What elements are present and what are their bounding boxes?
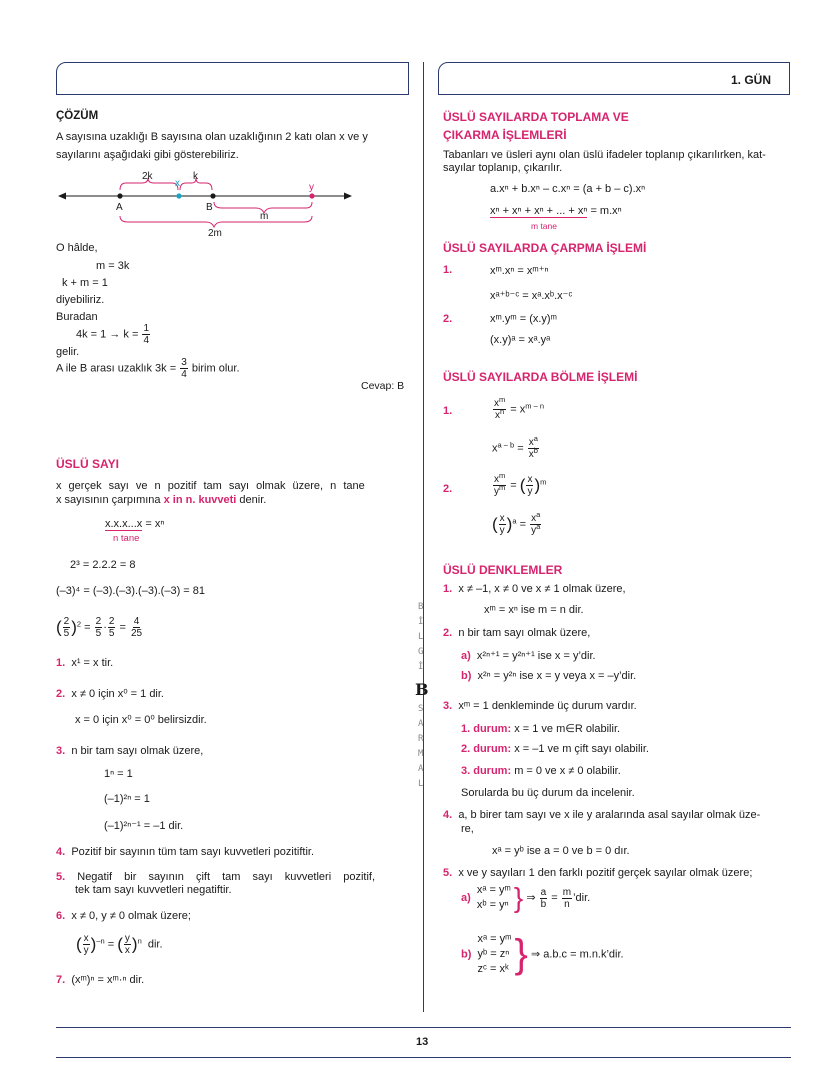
svg-text:x: x xyxy=(175,178,180,189)
denk-2a: a) x²ⁿ⁺¹ = y²ⁿ⁺¹ ise x = y’dir. xyxy=(461,650,596,662)
footer-rule-top xyxy=(56,1027,791,1028)
toplama-text-2: sayılar toplanıp, çıkarılır. xyxy=(443,162,563,174)
section-toplama-l1: ÜSLÜ SAYILARDA TOPLAMA VE xyxy=(443,110,629,124)
solution-final: A ile B arası uzaklık 3k = $\frac{3}{4}$ birim olur. xyxy=(56,357,240,380)
denk-5: 5. x ve y sayıları 1 den farklı pozitif gerçek sayılar olmak üzere; xyxy=(443,867,753,879)
rule-5b: tek tam sayı kuvvetleri negatiftir. xyxy=(75,884,232,896)
rule-2b: x = 0 için x⁰ = 0⁰ belirsizdir. xyxy=(75,714,207,726)
denk-3-d2: 2. durum: x = –1 ve m çift sayı olabilir. xyxy=(461,743,649,755)
denk-4b: re, xyxy=(461,823,474,835)
solution-diyebiliriz: diyebiliriz. xyxy=(56,294,105,306)
bolme-rule-1b: $x^{a - b}$ = $\frac{x^a}{x^b}$ xyxy=(492,434,538,460)
denk-3-end: Sorularda bu üç durum da incelenir. xyxy=(461,787,635,799)
rule-4: 4. Pozitif bir sayının tüm tam sayı kuvvetleri pozitiftir. xyxy=(56,846,315,858)
solution-eq-m: m = 3k xyxy=(96,260,130,272)
uslu-product: x.x.x...x = xⁿ xyxy=(105,518,165,530)
rule-6: 6. x ≠ 0, y ≠ 0 olmak üzere; xyxy=(56,910,191,922)
carpma-rule-1b: xᵃ⁺ᵇ⁻ᶜ = xᵃ.xᵇ.x⁻ᶜ xyxy=(490,290,573,302)
example-2: (–3)⁴ = (–3).(–3).(–3).(–3) = 81 xyxy=(56,585,206,597)
svg-text:2k: 2k xyxy=(142,171,153,182)
sidebar-brand-top: B İ L G İ xyxy=(418,602,424,672)
uslu-def-1: x gerçek sayı ve n pozitif tam sayı olmak üzere, n tane xyxy=(56,480,365,492)
carpma-rule-2b: (x.y)ᵃ = xᵃ.yᵃ xyxy=(490,334,551,346)
denk-5a: a) xᵃ = yᵐ xᵇ = yⁿ } ⇒ $\frac{a}{b}$ = $\frac{m}{n}$ ’dir. xyxy=(461,882,591,913)
toplama-eq-2: xⁿ + xⁿ + xⁿ + ... + xⁿ = m.xⁿ xyxy=(490,205,622,217)
solution-buradan: Buradan xyxy=(56,311,98,323)
rule-7: 7. (xᵐ)ⁿ = xᵐ·ⁿ dir. xyxy=(56,974,145,986)
carpma-num-1: 1. xyxy=(443,264,453,276)
denk-3-d1: 1. durum: x = 1 ve m∈R olabilir. xyxy=(461,723,621,735)
svg-text:m: m xyxy=(260,211,269,222)
bolme-rule-2b: ( $\frac{x}{y}$ )$^a$ = $\frac{x^a}{y^a}$ xyxy=(492,510,541,536)
footer-rule-bottom xyxy=(56,1057,791,1058)
rule-3: 3. n bir tam sayı olmak üzere, xyxy=(56,745,204,757)
number-line-diagram xyxy=(56,170,356,240)
carpma-rule-1: xᵐ.xⁿ = xᵐ⁺ⁿ xyxy=(490,265,549,277)
solution-eq-4k: 4k = 1 → k = $\frac{1}{4}$ xyxy=(76,323,149,346)
denk-1: 1. x ≠ –1, x ≠ 0 ve x ≠ 1 olmak üzere, xyxy=(443,583,626,595)
section-toplama-l2: ÇIKARMA İŞLEMLERİ xyxy=(443,128,567,142)
solution-gelir: gelir. xyxy=(56,346,80,358)
toplama-eq-1: a.xⁿ + b.xⁿ – c.xⁿ = (a + b – c).xⁿ xyxy=(490,183,646,195)
denk-4-eq: xᵃ = yᵇ ise a = 0 ve b = 0 dır. xyxy=(492,845,630,857)
solution-ohalde: O hâlde, xyxy=(56,242,98,254)
denk-3: 3. xᵐ = 1 denkleminde üç durum vardır. xyxy=(443,700,637,712)
rule-3a: 1ⁿ = 1 xyxy=(104,768,133,780)
bolme-num-2: 2. xyxy=(443,483,453,495)
section-uslu-sayi: ÜSLÜ SAYI xyxy=(56,457,119,471)
toplama-mtane: m tane xyxy=(531,221,557,231)
bolme-rule-1: $\frac{x^m}{x^n}$ = $x^{m - n}$ xyxy=(494,395,545,421)
svg-text:y: y xyxy=(309,182,314,193)
solution-heading: ÇÖZÜM xyxy=(56,110,99,122)
day-label: 1. GÜN xyxy=(731,73,772,87)
bolme-rule-2: $\frac{x^m}{y^m}$ = ( $\frac{x}{y}$ )$^m$ xyxy=(494,471,547,497)
denk-3-d3: 3. durum: m = 0 ve x ≠ 0 olabilir. xyxy=(461,765,621,777)
carpma-rule-2: xᵐ.yᵐ = (x.y)ᵐ xyxy=(490,313,557,325)
svg-text:B: B xyxy=(206,202,213,213)
section-carpma: ÜSLÜ SAYILARDA ÇARPMA İŞLEMİ xyxy=(443,241,647,255)
rule-1: 1. x¹ = x tir. xyxy=(56,657,114,669)
rule-2: 2. x ≠ 0 için x⁰ = 1 dir. xyxy=(56,688,164,700)
solution-intro-1: A sayısına uzaklığı B sayısına olan uzaklığının 2 katı olan x ve y xyxy=(56,131,368,143)
denk-5b: b) xᵃ = yᵐ yᵇ = zⁿ zᶜ = xᵏ } ⇒ a.b.c = m.n.k’dir. xyxy=(461,932,624,976)
example-1: 2³ = 2.2.2 = 8 xyxy=(70,559,136,571)
bolme-num-1: 1. xyxy=(443,405,453,417)
section-denklemler: ÜSLÜ DENKLEMLER xyxy=(443,563,563,577)
column-divider xyxy=(423,62,424,1012)
example-3: ( $\frac{2}{5}$ )$^2$ = $\frac{2}{5}$ · $\frac{2}{5}$ = $\frac{4}{25}$ xyxy=(56,616,143,639)
answer-label: Cevap: B xyxy=(361,380,405,392)
denk-4: 4. a, b birer tam sayı ve x ile y aralarında asal sayılar olmak üze- xyxy=(443,809,761,821)
uslu-def-2: x sayısının çarpımına x in n. kuvveti denir. xyxy=(56,494,267,506)
denk-2b: b) x²ⁿ = y²ⁿ ise x = y veya x = –y’dir. xyxy=(461,670,637,682)
header-box-left xyxy=(56,62,409,95)
brand-logo-icon: B xyxy=(415,680,429,699)
svg-text:k: k xyxy=(193,171,198,182)
carpma-num-2: 2. xyxy=(443,313,453,325)
solution-intro-2: sayılarını aşağıdaki gibi gösterebiliriz. xyxy=(56,149,239,161)
svg-text:A: A xyxy=(116,202,123,213)
svg-text:2m: 2m xyxy=(208,228,222,239)
rule-5: 5. Negatif bir sayının çift tam sayı kuvvetleri pozitif, xyxy=(56,871,376,883)
solution-eq-km: k + m = 1 xyxy=(62,277,108,289)
rule-6-formula: ( $\frac{x}{y}$ )$^{-n}$ = ( $\frac{y}{x}$ )$^n$ dir. xyxy=(76,933,163,956)
denk-1b: xᵐ = xⁿ ise m = n dir. xyxy=(484,604,584,616)
toplama-text-1: Tabanları ve üsleri aynı olan üslü ifadeler toplanıp çıkarılırken, kat- xyxy=(443,149,766,161)
rule-3c: (–1)²ⁿ⁻¹ = –1 dir. xyxy=(104,820,184,832)
page-number: 13 xyxy=(416,1036,429,1048)
uslu-ntane: n tane xyxy=(113,533,140,544)
sidebar-brand-bottom: S A R M A L xyxy=(418,704,424,789)
denk-2: 2. n bir tam sayı olmak üzere, xyxy=(443,627,591,639)
section-bolme: ÜSLÜ SAYILARDA BÖLME İŞLEMİ xyxy=(443,370,638,384)
rule-3b: (–1)²ⁿ = 1 xyxy=(104,793,150,805)
